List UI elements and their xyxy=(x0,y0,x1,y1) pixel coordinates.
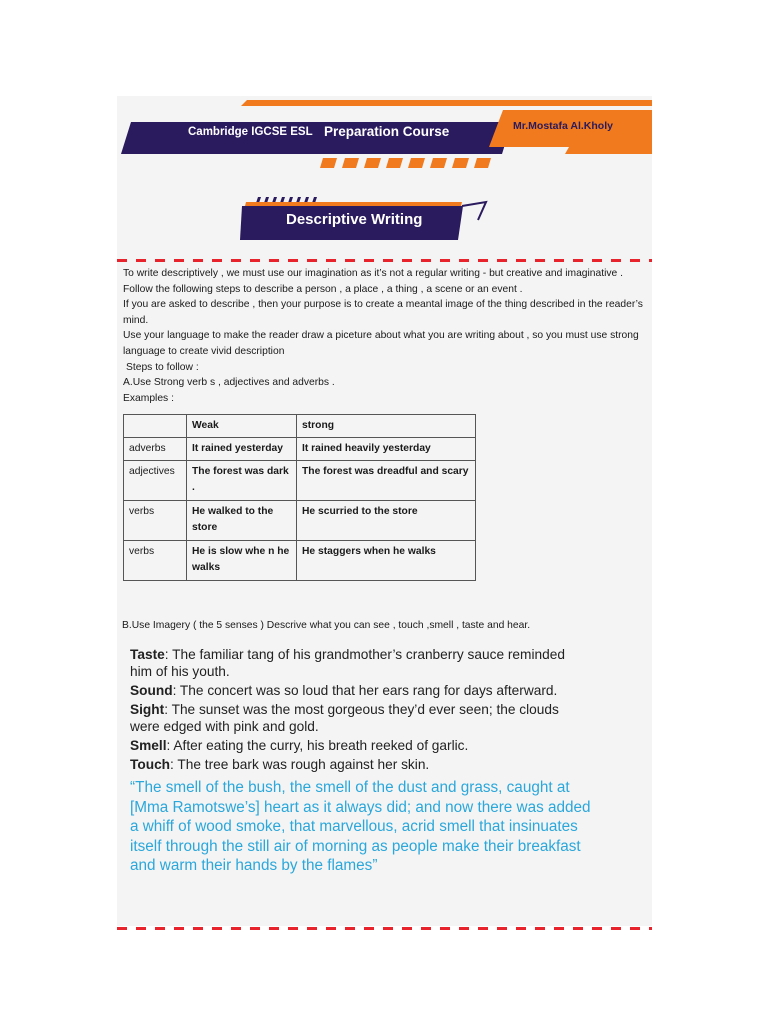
sense-label: Sound xyxy=(130,683,173,698)
imagery-heading: B.Use Imagery ( the 5 senses ) Descrive what you can see , touch ,smell , taste and hear. xyxy=(122,620,531,631)
table-row xyxy=(124,461,476,501)
header-orange-bottom-stripe xyxy=(565,147,652,154)
title-orange-stripe xyxy=(245,202,462,206)
sense-item xyxy=(130,682,580,699)
sense-item xyxy=(130,646,580,680)
header-navy-band xyxy=(121,122,512,154)
examples-table xyxy=(123,414,476,581)
sense-label: Smell xyxy=(130,738,167,753)
table-row xyxy=(124,541,476,581)
sense-text: : The tree bark was rough against her skin. xyxy=(170,757,430,772)
table-row xyxy=(124,501,476,541)
author-name: Mr.Mostafa Al.Kholy xyxy=(513,120,613,132)
table-cell: It rained yesterday xyxy=(187,438,297,461)
intro-text xyxy=(123,266,648,406)
course-title: Preparation Course xyxy=(324,124,450,139)
sense-item xyxy=(130,701,580,735)
table-cell: He walked to the store xyxy=(187,501,297,541)
intro-line: Examples : xyxy=(123,392,174,404)
sense-text: : After eating the curry, his breath reeked of garlic. xyxy=(166,738,469,753)
table-cell: He staggers when he walks xyxy=(297,541,476,581)
table-cell: verbs xyxy=(124,541,187,581)
title-outline xyxy=(462,202,486,220)
sense-label: Taste xyxy=(130,647,165,662)
sense-label: Sight xyxy=(130,702,165,717)
table-cell: verbs xyxy=(124,501,187,541)
divider-bottom xyxy=(117,927,652,930)
table-cell: adjectives xyxy=(124,461,187,501)
table-cell: It rained heavily yesterday xyxy=(297,438,476,461)
intro-line: To write descriptively , we must use our imagination as it’s not a regular writing - but creative and imaginative . xyxy=(123,268,624,279)
table-cell: He is slow whe n he walks xyxy=(187,541,297,581)
header-orange-ticks xyxy=(320,158,491,168)
table-row xyxy=(124,438,476,461)
sense-item xyxy=(130,737,580,754)
table-cell: The forest was dreadful and scary xyxy=(297,461,476,501)
intro-line: If you are asked to describe , then your purpose is to create a meantal image of the thing described in the reader’s mind. xyxy=(123,299,643,326)
table-cell xyxy=(124,415,187,438)
table-cell: He scurried to the store xyxy=(297,501,476,541)
sense-text: : The familiar tang of his grandmother’s cranberry sauce reminded him of his youth. xyxy=(130,647,565,679)
table-header-row xyxy=(124,415,476,438)
intro-line: Steps to follow : xyxy=(126,361,199,373)
table-cell: The forest was dark . xyxy=(187,461,297,501)
intro-line: Use your language to make the reader draw a piceture about what you are writing about , so you must use strong language to create vivid description xyxy=(123,330,639,357)
senses-list xyxy=(130,646,580,775)
sense-label: Touch xyxy=(130,757,171,772)
header-orange-top-stripe xyxy=(241,100,652,106)
intro-line: Follow the following steps to describe a person , a place , a thing , a scene or an event . xyxy=(123,283,523,295)
intro-line: A.Use Strong verb s , adjectives and adverbs . xyxy=(123,377,335,389)
table-header-strong: strong xyxy=(297,415,476,438)
sense-text: : The sunset was the most gorgeous they’d ever seen; the clouds were edged with pink and gold. xyxy=(130,702,559,734)
table-header-weak: Weak xyxy=(187,415,297,438)
divider-top xyxy=(117,259,652,262)
sense-item xyxy=(130,756,580,773)
table-cell: adverbs xyxy=(124,438,187,461)
literary-quote: “The smell of the bush, the smell of the dust and grass, caught at [Mma Ramotswe’s] heart as it always did; and now there was added a whiff of wood smoke, that marvellous, acrid smell that insinuates itself through the still air of morning as people make their breakfast and warm their hands by the flames” xyxy=(130,779,591,875)
course-name: Cambridge IGCSE ESL xyxy=(188,126,313,138)
sense-text: : The concert was so loud that her ears rang for days afterward. xyxy=(172,683,558,698)
section-title: Descriptive Writing xyxy=(286,211,423,228)
